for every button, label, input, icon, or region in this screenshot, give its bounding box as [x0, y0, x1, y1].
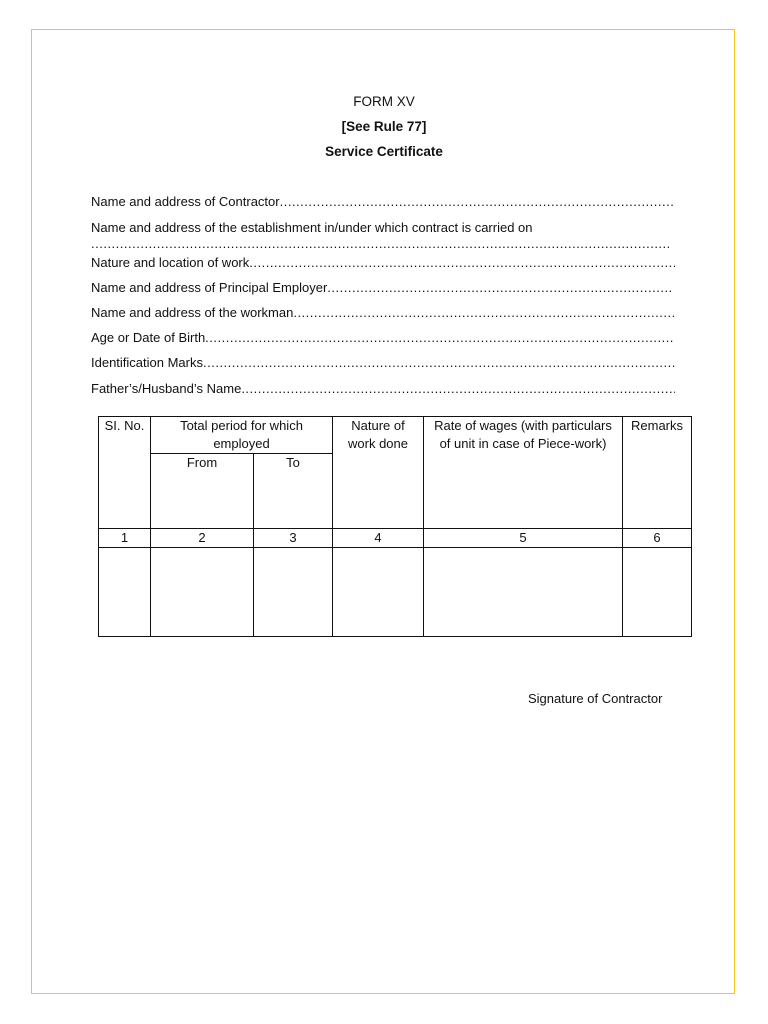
field-label: Father’s/Husband’s Name	[91, 381, 242, 396]
header-sl-no: SI. No.	[99, 417, 151, 529]
header-nature-of-work: Nature of work done	[333, 417, 424, 529]
field-label: Name and address of the workman	[91, 305, 294, 320]
header-total-period: Total period for which employed	[151, 417, 333, 454]
column-number: 6	[623, 529, 692, 548]
field-contractor	[91, 194, 675, 209]
field-establishment-continuation	[91, 236, 669, 251]
field-label: Age or Date of Birth	[91, 330, 206, 345]
dotted-line	[241, 381, 675, 396]
header-from: From	[151, 454, 254, 529]
dotted-line	[280, 194, 675, 209]
field-establishment	[91, 220, 675, 235]
dotted-line	[293, 305, 675, 320]
cell-nature-of-work	[333, 548, 424, 637]
cell-from	[151, 548, 254, 637]
field-label: Name and address of the establishment in/under which contract is carried on	[91, 220, 533, 235]
dotted-line	[327, 280, 671, 295]
field-workman	[91, 305, 675, 320]
column-number: 4	[333, 529, 424, 548]
field-label: Name and address of Contractor	[91, 194, 280, 209]
dotted-line	[91, 236, 669, 251]
field-age	[91, 330, 675, 345]
column-number: 2	[151, 529, 254, 548]
field-nature-location	[91, 255, 675, 270]
column-number: 3	[254, 529, 333, 548]
service-table	[98, 416, 692, 637]
cell-remarks	[623, 548, 692, 637]
signature-label: Signature of Contractor	[528, 691, 663, 706]
cell-rate-of-wages	[424, 548, 623, 637]
column-number: 5	[424, 529, 623, 548]
column-number: 1	[99, 529, 151, 548]
dotted-line	[205, 330, 675, 345]
field-label: Nature and location of work	[91, 255, 250, 270]
rule-reference: [See Rule 77]	[341, 119, 427, 134]
header-rate-of-wages: Rate of wages (with particulars of unit in case of Piece-work)	[424, 417, 623, 529]
cell-to	[254, 548, 333, 637]
form-title: Service Certificate	[325, 144, 443, 159]
dotted-line	[249, 255, 675, 270]
field-principal-employer	[91, 280, 671, 295]
field-father-husband	[91, 381, 675, 396]
form-number: FORM XV	[353, 94, 415, 109]
field-identification	[91, 355, 675, 370]
header-to: To	[254, 454, 333, 529]
field-label: Identification Marks	[91, 355, 203, 370]
field-label: Name and address of Principal Employer	[91, 280, 328, 295]
cell-sl-no	[99, 548, 151, 637]
dotted-line	[203, 355, 675, 370]
header-remarks: Remarks	[623, 417, 692, 529]
